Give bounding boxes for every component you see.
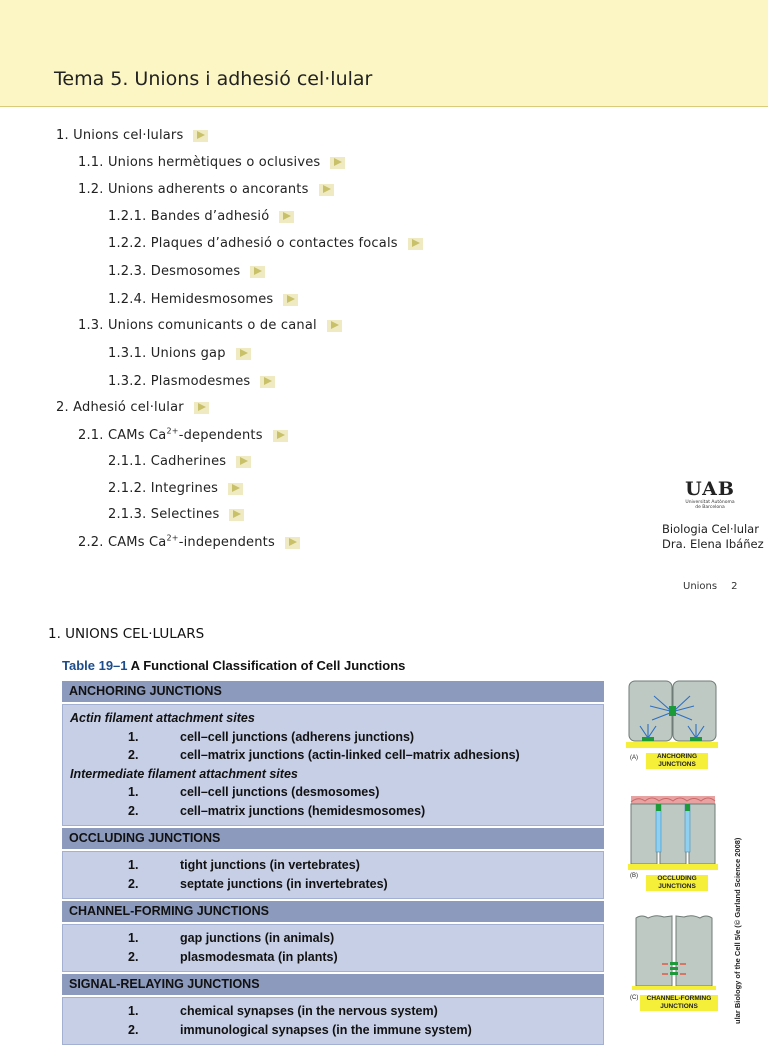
table-row-number: 2. <box>128 949 139 964</box>
table-row-text: plasmodesmata (in plants) <box>180 949 338 964</box>
table-row <box>70 746 603 765</box>
play-arrow-icon[interactable] <box>285 537 300 549</box>
uab-logo-subtitle-line2: de Barcelona <box>695 505 725 510</box>
toc-item[interactable] <box>78 182 334 197</box>
toc-item-label <box>78 535 275 550</box>
play-arrow-icon[interactable] <box>273 430 288 442</box>
toc-item[interactable] <box>108 236 423 251</box>
table-caption-text: A Functional Classification of Cell Junctions <box>130 658 406 673</box>
diagram-letter-a: (A) <box>630 755 638 761</box>
toc-item-label: 1.2.4. Hemidesmosomes <box>108 292 274 307</box>
toc-item-label-sup: 2+ <box>166 427 179 436</box>
table-row <box>70 856 603 875</box>
table-row-text: cell–matrix junctions (hemidesmosomes) <box>180 803 426 818</box>
author-name: Dra. Elena Ibáñez <box>662 537 764 551</box>
uab-logo-mark: UAB <box>685 478 735 500</box>
anchoring-junctions-label <box>646 753 708 769</box>
toc-item[interactable] <box>78 318 342 333</box>
table-row-number: 1. <box>128 858 139 872</box>
diagram-letter-b: (B) <box>630 873 638 879</box>
table-row-number: 2. <box>128 748 139 762</box>
table-row-number: 2. <box>128 876 139 891</box>
table-row-text: gap junctions (in animals) <box>180 931 335 945</box>
channel-forming-junctions-diagram <box>632 912 716 990</box>
toc-item[interactable] <box>108 346 251 361</box>
toc-item-label: 2.1.1. Cadherines <box>108 454 227 469</box>
toc-item[interactable] <box>108 264 265 279</box>
play-arrow-icon[interactable] <box>193 130 208 142</box>
table-row-text: immunological synapses (in the immune system) <box>180 1022 472 1037</box>
play-arrow-icon[interactable] <box>236 348 251 360</box>
table-row <box>70 783 603 802</box>
table-row <box>70 1002 603 1021</box>
play-arrow-icon[interactable] <box>236 456 251 468</box>
table-row-number: 2. <box>128 1022 139 1037</box>
toc-item-label: 1.1. Unions hermètiques o oclusives <box>78 155 321 170</box>
toc-item-label: 1.3.2. Plasmodesmes <box>108 374 251 389</box>
toc-item[interactable] <box>108 454 251 469</box>
toc-item-label: 2.1.3. Selectines <box>108 507 220 522</box>
table-row-text: cell–cell junctions (desmosomes) <box>180 785 380 799</box>
toc-item[interactable] <box>108 292 298 307</box>
play-arrow-icon[interactable] <box>229 509 244 521</box>
table-section-body <box>62 924 604 972</box>
toc-item[interactable] <box>78 427 288 443</box>
table-row <box>70 948 603 967</box>
course-name: Biologia Cel·lular <box>662 522 759 536</box>
play-arrow-icon[interactable] <box>250 266 265 278</box>
channel-forming-junctions-label <box>640 995 718 1011</box>
table-subheading: Intermediate filament attachment sites <box>70 766 298 781</box>
toc-item[interactable] <box>78 534 300 550</box>
toc-item-label-post: -dependents <box>178 428 263 444</box>
play-arrow-icon[interactable] <box>327 320 342 332</box>
toc-item[interactable] <box>56 128 208 143</box>
toc-item-label-sup: 2+ <box>166 534 179 543</box>
toc-item[interactable] <box>108 481 243 496</box>
anchoring-junctions-label-line2: JUNCTIONS <box>658 761 696 768</box>
table-row-number: 1. <box>128 785 139 799</box>
occluding-junctions-label-line2: JUNCTIONS <box>658 883 696 890</box>
section-title: 1. UNIONS CEL·LULARS <box>48 626 205 642</box>
table-section-header: SIGNAL-RELAYING JUNCTIONS <box>62 974 604 995</box>
table-row <box>70 802 603 821</box>
table-row-text: tight junctions (in vertebrates) <box>180 858 360 872</box>
table-section-body <box>62 997 604 1045</box>
toc-item-label: 1.2.3. Desmosomes <box>108 264 241 279</box>
diagram-letter-c: (C) <box>630 995 639 1001</box>
table-row-number: 2. <box>128 803 139 818</box>
slide-title: Tema 5. Unions i adhesió cel·lular <box>54 68 373 90</box>
table-row-text: cell–cell junctions (adherens junctions) <box>180 729 415 744</box>
page-footer <box>683 581 737 592</box>
occluding-junctions-label <box>646 875 708 891</box>
uab-logo <box>676 478 744 510</box>
table-row-text: cell–matrix junctions (actin-linked cell–matrix adhesions) <box>180 748 520 762</box>
course-info <box>662 522 764 552</box>
table-number: Table 19–1 <box>62 658 128 673</box>
play-arrow-icon[interactable] <box>408 238 423 250</box>
toc-item-label: 1.2.1. Bandes d’adhesió <box>108 209 270 224</box>
occluding-junctions-diagram <box>628 792 718 870</box>
toc-item[interactable] <box>108 209 294 224</box>
table-row-text: septate junctions (in invertebrates) <box>180 876 388 891</box>
table-section-header: ANCHORING JUNCTIONS <box>62 681 604 702</box>
table-row <box>70 875 603 894</box>
toc-item-label: 1.2. Unions adherents o ancorants <box>78 182 309 197</box>
play-arrow-icon[interactable] <box>330 157 345 169</box>
toc-item[interactable] <box>108 374 275 389</box>
anchoring-junctions-label-line1: ANCHORING <box>656 753 698 760</box>
play-arrow-icon[interactable] <box>283 294 298 306</box>
play-arrow-icon[interactable] <box>228 483 243 495</box>
table-row <box>70 929 603 948</box>
toc-item-label: 1.3. Unions comunicants o de canal <box>78 318 317 333</box>
uab-logo-subtitle-line1: Universitat Autònoma <box>685 500 735 505</box>
table-section-body <box>62 851 604 899</box>
toc-item-label <box>78 428 263 443</box>
channel-forming-junctions-label-line1: CHANNEL-FORMING <box>646 995 712 1002</box>
table-subheading: Actin filament attachment sites <box>70 711 255 725</box>
anchoring-junctions-diagram <box>626 678 718 750</box>
table-section-header: OCCLUDING JUNCTIONS <box>62 828 604 849</box>
toc-item-label-post: -independents <box>178 535 275 551</box>
table-caption <box>62 658 405 673</box>
toc-item-label: 1.3.1. Unions gap <box>108 346 226 361</box>
uab-logo-subtitle <box>676 500 744 510</box>
toc-item-label: 1. Unions cel·lulars <box>56 128 184 143</box>
toc-item[interactable] <box>78 155 345 170</box>
footer-section: Unions <box>683 581 718 592</box>
toc-item-label: 1.2.2. Plaques d’adhesió o contactes focals <box>108 236 398 251</box>
slide-header <box>0 0 768 107</box>
toc-item-label: 2. Adhesió cel·lular <box>56 400 184 415</box>
junction-classification-table <box>62 681 604 1047</box>
table-row <box>70 1021 603 1040</box>
table-row-number: 1. <box>128 1004 139 1018</box>
table-row-number: 1. <box>128 729 139 744</box>
toc-item-label-pre: 2.2. CAMs Ca <box>78 535 167 551</box>
toc-item-label-pre: 2.1. CAMs Ca <box>78 428 167 444</box>
figure-credit: ular Biology of the Cell 5/e (© Garland Science 2008) <box>733 837 742 1024</box>
play-arrow-icon[interactable] <box>194 402 209 414</box>
toc-item-label: 2.1.2. Integrines <box>108 481 219 496</box>
toc-item[interactable] <box>108 507 244 522</box>
page-number: 2 <box>731 581 738 592</box>
table-section-body <box>62 704 604 826</box>
table-row <box>70 728 603 747</box>
channel-forming-junctions-label-line2: JUNCTIONS <box>660 1003 698 1010</box>
play-arrow-icon[interactable] <box>319 184 334 196</box>
table-row-number: 1. <box>128 931 139 945</box>
toc-item[interactable] <box>56 400 209 415</box>
play-arrow-icon[interactable] <box>279 211 294 223</box>
table-section-header: CHANNEL-FORMING JUNCTIONS <box>62 901 604 922</box>
play-arrow-icon[interactable] <box>260 376 275 388</box>
occluding-junctions-label-line1: OCCLUDING <box>657 875 697 882</box>
table-row-text: chemical synapses (in the nervous system) <box>180 1004 438 1018</box>
